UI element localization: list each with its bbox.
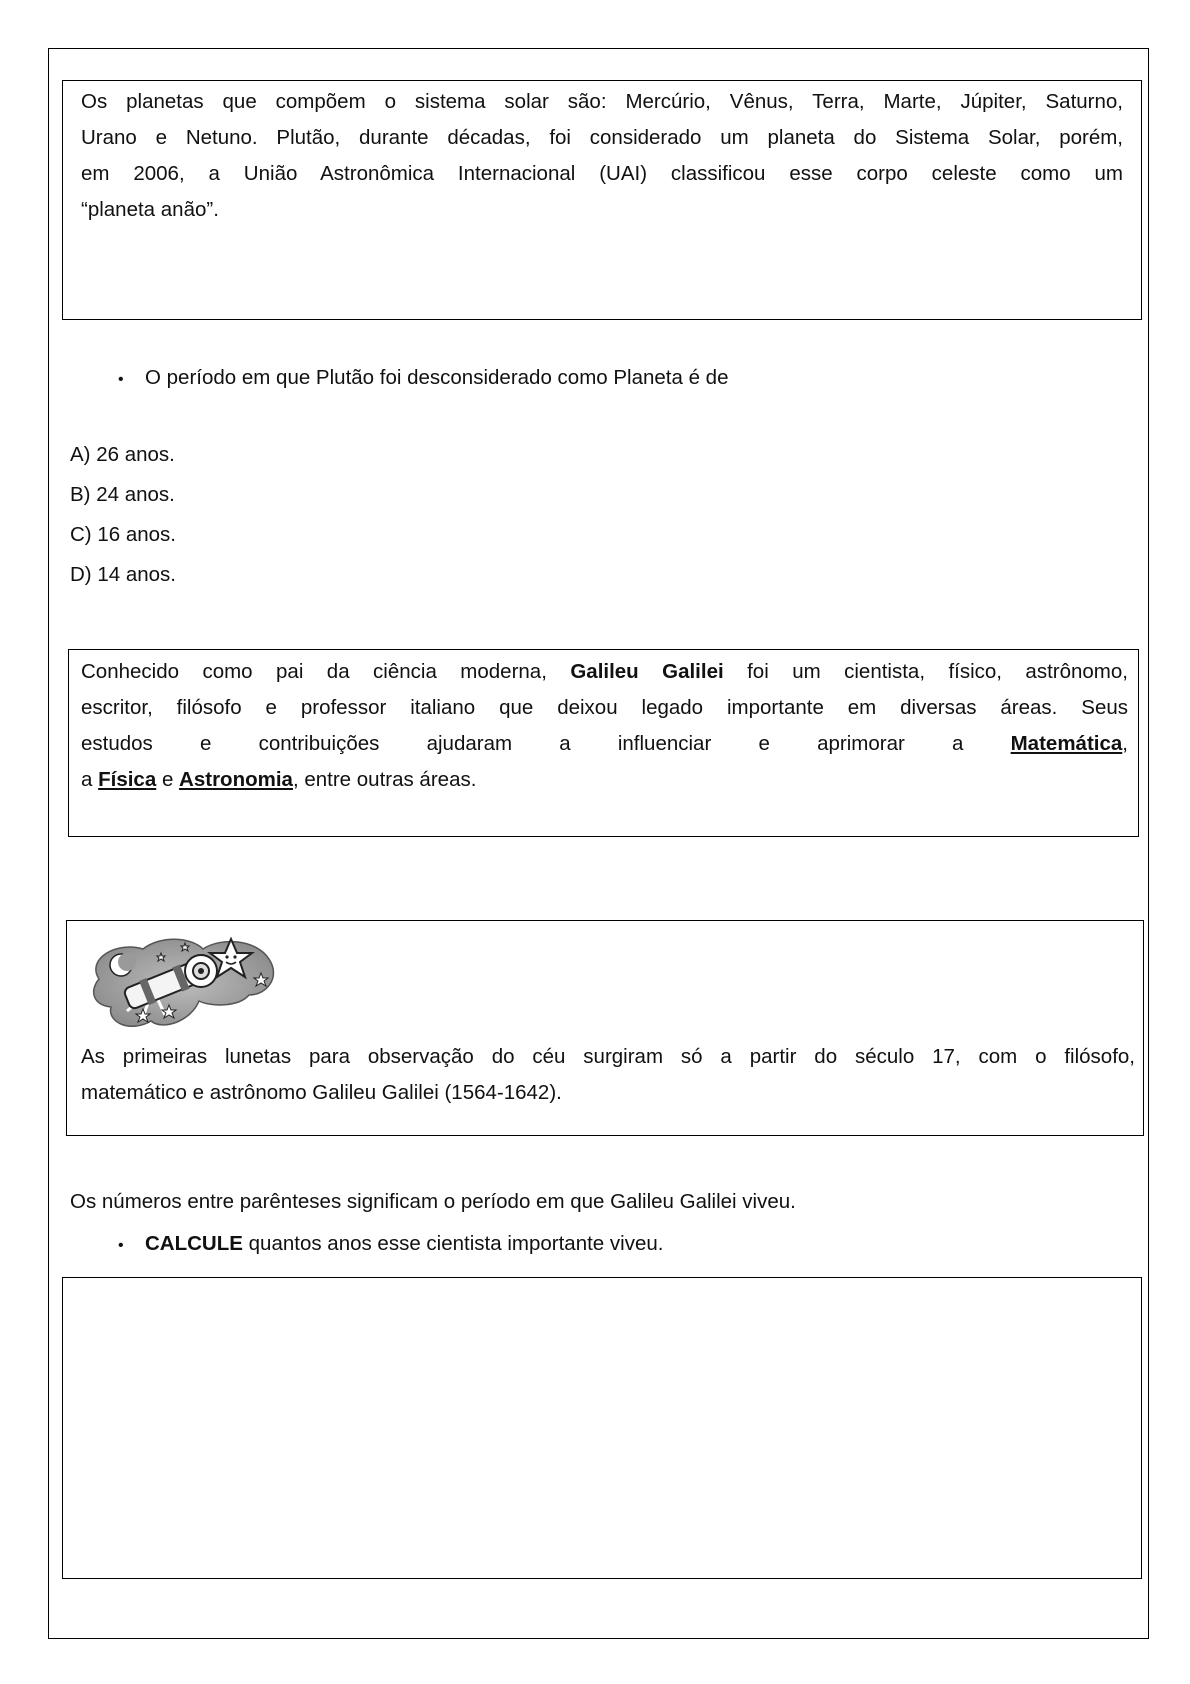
answer-box[interactable] — [62, 1277, 1142, 1579]
question-1-text: O período em que Plutão foi desconsiderado como Planeta é de — [145, 366, 729, 389]
galileu-name: Galileu Galilei — [570, 660, 724, 683]
subject-matematica: Matemática — [1010, 732, 1123, 755]
question-2-text: quantos anos esse cientista importante viveu. — [248, 1232, 664, 1255]
galileu-line-3-text: estudos e contribuições ajudaram a influenciar e aprimorar a — [81, 732, 964, 755]
galileu-intro: Conhecido como pai da ciência moderna, — [81, 660, 547, 683]
galileu-text-box — [68, 649, 1139, 837]
galileu-after-name: foi um cientista, físico, astrônomo, — [747, 660, 1128, 683]
calcule-label: CALCULE — [145, 1232, 243, 1255]
subject-astronomia: Astronomia — [179, 768, 293, 791]
galileu-line-3 — [81, 726, 1128, 762]
option-d[interactable]: D) 14 anos. — [70, 563, 176, 586]
telescope-text-box — [66, 920, 1144, 1136]
question-1-prompt — [118, 364, 729, 394]
galileu-e: e — [161, 768, 174, 791]
telescope-line-1: As primeiras lunetas para observação do céu surgiram só a partir do século 17, com o filósofo, — [81, 1045, 1135, 1068]
bullet-icon: • — [118, 1237, 124, 1254]
option-c[interactable]: C) 16 anos. — [70, 523, 176, 546]
galileu-line-2: escritor, filósofo e professor italiano que deixou legado importante em diversas áreas. Seus — [81, 696, 1128, 719]
planets-line-3: em 2006, a União Astronômica Internacional (UAI) classificou esse corpo celeste como um — [81, 162, 1123, 185]
option-a[interactable]: A) 26 anos. — [70, 443, 175, 466]
planets-line-1: Os planetas que compõem o sistema solar são: Mercúrio, Vênus, Terra, Marte, Júpiter, Saturno, — [81, 90, 1123, 113]
question-2-prompt — [118, 1230, 663, 1260]
galileu-line-1 — [81, 654, 1128, 690]
subject-fisica: Física — [98, 768, 157, 791]
planets-line-4: “planeta anão”. — [81, 198, 219, 221]
galileu-line-4-end: , entre outras áreas. — [292, 768, 477, 791]
telescope-line-2: matemático e astrônomo Galileu Galilei (1564-1642). — [81, 1081, 562, 1104]
planets-text-box — [62, 80, 1142, 320]
galileu-line-4 — [81, 762, 1128, 798]
option-b[interactable]: B) 24 anos. — [70, 483, 175, 506]
planets-line-2: Urano e Netuno. Plutão, durante décadas, foi considerado um planeta do Sistema Solar, porém, — [81, 126, 1123, 149]
question-2-intro: Os números entre parênteses significam o período em que Galileu Galilei viveu. — [70, 1190, 796, 1213]
telescope-stars-icon — [81, 929, 281, 1037]
galileu-a: a — [81, 768, 93, 791]
galileu-comma: , — [1122, 732, 1128, 755]
bullet-icon: • — [118, 371, 124, 388]
